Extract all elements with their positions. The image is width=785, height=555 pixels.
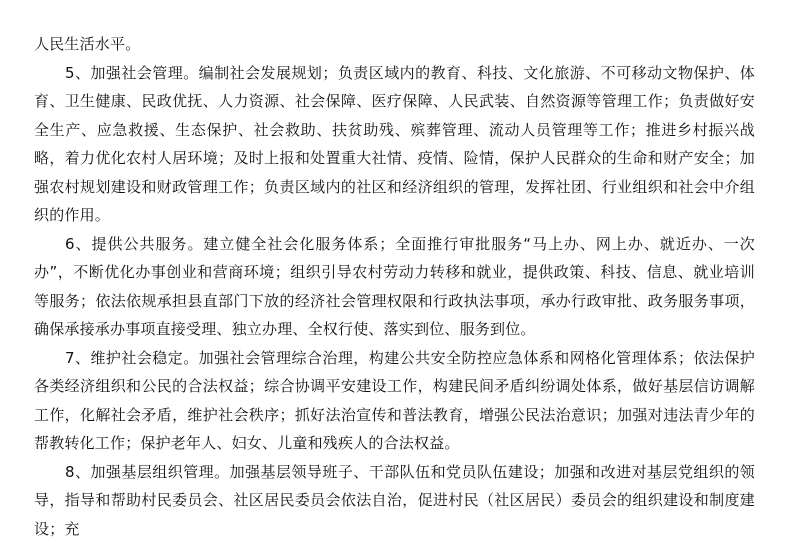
paragraph-social-management: 5、加强社会管理。编制社会发展规划；负责区域内的教育、科技、文化旅游、不可移动文物保护、体育、卫生健康、民政优抚、人力资源、社会保障、医疗保障、人民武装、自然资源等管理工作；负责做好安全生产、应急救援、生态保护、社会救助、扶贫助残、殡葬管理、流动人员管理等工作；推进乡村振兴战略，着力优化农村人居环境；及时上报和处置重大社情、疫情、险情，保护人民群众的生命和财产安全；加强农村规划建设和财政管理工作；负责区域内的社区和经济组织的管理，发挥社团、行业组织和社会中介组织的作用。 <box>34 63 755 224</box>
paragraph-grassroots-organization: 8、加强基层组织管理。加强基层领导班子、干部队伍和党员队伍建设；加强和改进对基层党组织的领导，指导和帮助村民委员会、社区居民委员会依法自治，促进村民（社区居民）委员会的组织建设和制度建设；充 <box>34 462 755 538</box>
paragraph-social-stability: 7、维护社会稳定。加强社会管理综合治理，构建公共安全防控应急体系和网格化管理体系；依法保护各类经济组织和公民的合法权益；综合协调平安建设工作，构建民间矛盾纠纷调处体系，做好基层信访调解工作，化解社会矛盾，维护社会秩序；抓好法治宣传和普法教育，增强公民法治意识；加强对违法青少年的帮教转化工作；保护老年人、妇女、儿童和残疾人的合法权益。 <box>34 348 755 452</box>
paragraph-public-service: 6、提供公共服务。建立健全社会化服务体系；全面推行审批服务“马上办、网上办、就近办、一次办”，不断优化办事创业和营商环境；组织引导农村劳动力转移和就业，提供政策、科技、信息、就业培训等服务；依法依规承担县直部门下放的经济社会管理权限和行政执法事项，承办行政审批、政务服务事项，确保承接承办事项直接受理、独立办理、全权行使、落实到位、服务到位。 <box>34 234 755 338</box>
paragraph-continuation: 人民生活水平。 <box>34 35 141 53</box>
